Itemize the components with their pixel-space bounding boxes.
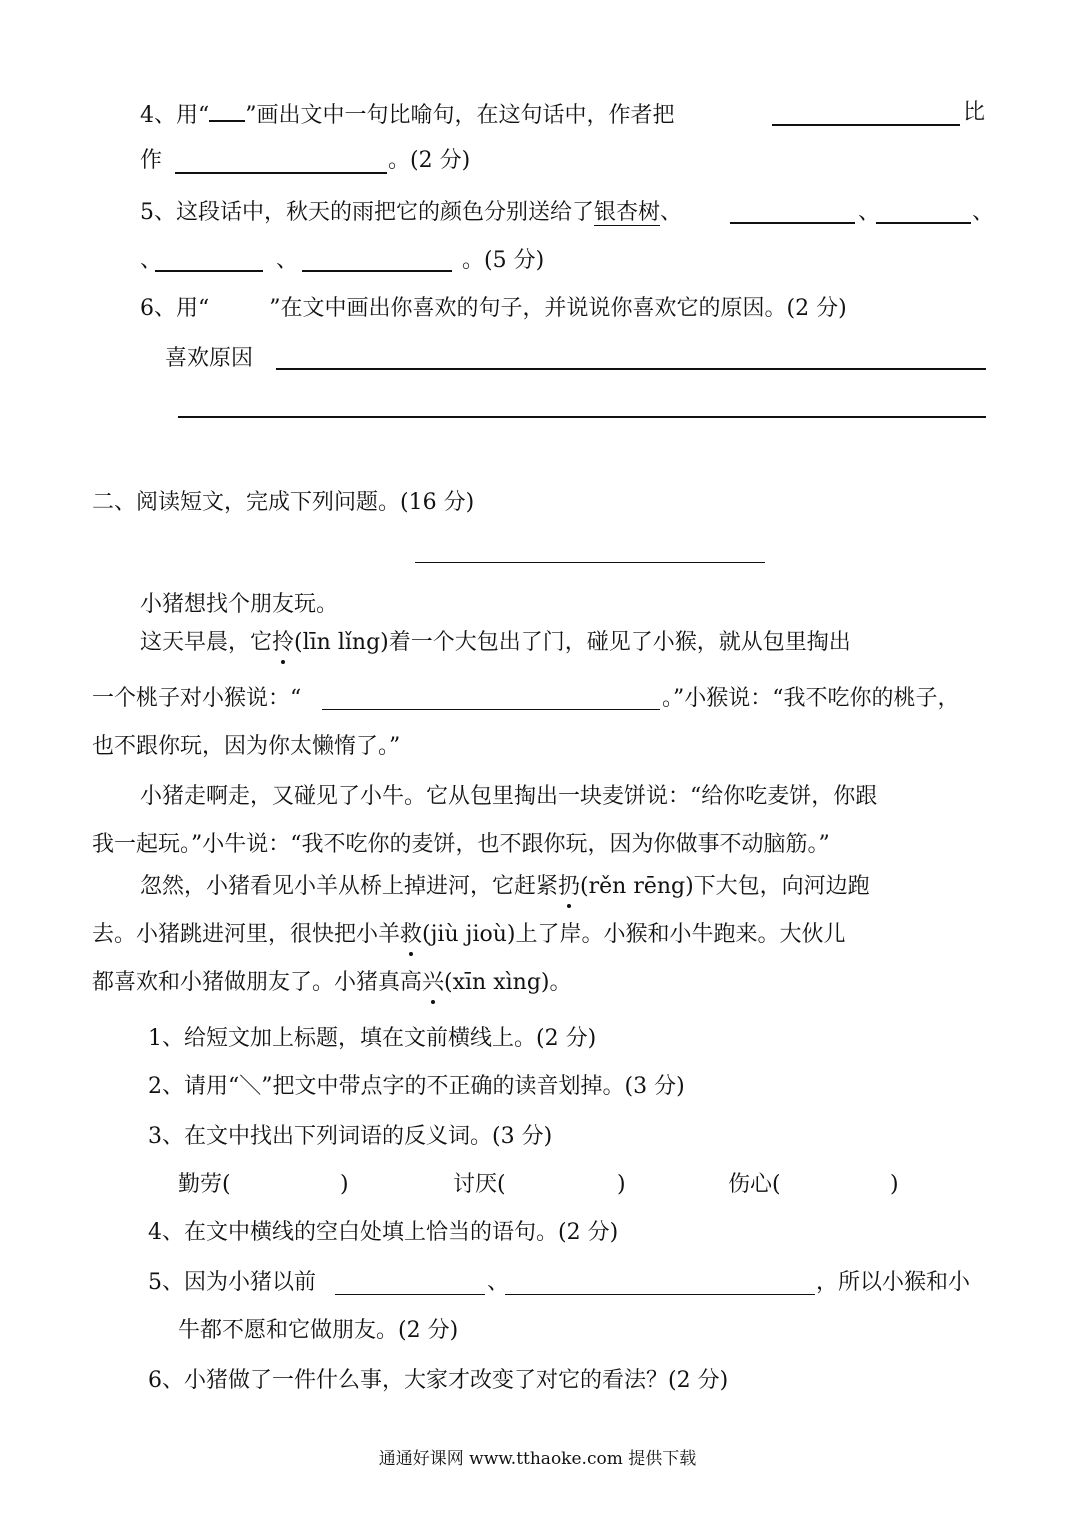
q5-sep-2: 、 — [858, 200, 881, 225]
q5-blank-3[interactable] — [155, 270, 263, 272]
q3-word-1-open: 勤劳( — [178, 1172, 231, 1197]
q3-word-1-close[interactable]: ) — [340, 1172, 349, 1197]
q5b-blank-1[interactable] — [335, 1294, 485, 1295]
q4-symbol-blank — [209, 98, 245, 122]
q6-reason-line-2[interactable] — [178, 416, 986, 418]
q6-reason-label: 喜欢原因 — [165, 346, 254, 371]
q6-mid: ”在文中画出你喜欢的句子，并说说你喜欢它的原因。(2 分) — [269, 296, 847, 321]
dotted-char-4: 兴 — [422, 968, 444, 998]
q3-word-3-close[interactable]: ) — [890, 1172, 899, 1197]
q5-text: 5、这段话中，秋天的雨把它的颜色分别送给了 — [140, 200, 594, 225]
q5-blank-2[interactable] — [876, 222, 971, 224]
question-4: 4、在文中横线的空白处填上恰当的语句。(2 分) — [148, 1220, 619, 1245]
q4-line2-prefix: 作 — [140, 148, 163, 173]
passage-p1: 小猪想找个朋友玩。 — [140, 592, 339, 617]
q4-blank-1[interactable] — [772, 124, 960, 126]
q5-sep-4: 、 — [140, 248, 163, 273]
passage-p6: 我一起玩。”小牛说：“我不吃你的麦饼，也不跟你玩，因为你做事不动脑筋。” — [92, 832, 830, 857]
passage-blank[interactable] — [322, 709, 660, 710]
question-5c: 牛都不愿和它做朋友。(2 分) — [178, 1318, 459, 1343]
q5-example: 银杏树 — [594, 200, 661, 225]
question-1: 1、给短文加上标题，填在文前横线上。(2 分) — [148, 1026, 597, 1051]
passage-p3a: 一个桃子对小猴说：“ — [92, 686, 302, 711]
q4-line2-end: 。(2 分) — [388, 148, 471, 173]
dotted-char-2: 扔 — [558, 872, 580, 902]
passage-p9: 都喜欢和小猪做朋友了。小猪真高兴(xīn xìng)。 — [92, 968, 572, 998]
q6-wavy-symbol — [209, 294, 269, 324]
q6-reason-line-1[interactable] — [276, 368, 986, 370]
q5-blank-1[interactable] — [730, 222, 855, 224]
passage-p5: 小猪走啊走，又碰见了小牛。它从包里掏出一块麦饼说：“给你吃麦饼，你跟 — [140, 784, 878, 809]
passage-p7: 忽然，小猪看见小羊从桥上掉进河，它赶紧扔(rěn rēng)下大包，向河边跑 — [140, 872, 870, 902]
q5-sep-1: 、 — [660, 200, 683, 225]
title-blank[interactable] — [415, 562, 765, 563]
q3-word-3-open: 伤心( — [728, 1172, 781, 1197]
question-6: 6、小猪做了一件什么事，大家才改变了对它的看法？(2 分) — [148, 1368, 729, 1393]
section2-title: 二、阅读短文，完成下列问题。(16 分) — [92, 490, 475, 515]
q5b-sep: 、 — [487, 1270, 510, 1295]
question-5b: ，所以小猴和小 — [816, 1270, 971, 1295]
q5-sep-3: 、 — [972, 200, 995, 225]
q4-blank-2[interactable] — [175, 172, 387, 174]
footer: 通通好课网 www.tthaoke.com 提供下载 — [378, 1449, 697, 1469]
passage-p4: 也不跟你玩，因为你太懒惰了。” — [92, 734, 401, 759]
dotted-char-3: 救 — [400, 920, 422, 950]
q5-blank-4[interactable] — [302, 270, 452, 272]
passage-p8: 去。小猪跳进河里，很快把小羊救(jiù jioù)上了岸。小猴和小牛跑来。大伙儿 — [92, 920, 846, 950]
passage-p2: 这天早晨，它拎(līn lǐng)着一个大包出了门，碰见了小猴，就从包里掏出 — [140, 628, 851, 658]
q4-end: 比 — [963, 100, 986, 125]
question-3: 3、在文中找出下列词语的反义词。(3 分) — [148, 1124, 553, 1149]
passage-p3b: 。”小猴说：“我不吃你的桃子， — [662, 686, 960, 711]
question-5a: 5、因为小猪以前 — [148, 1270, 316, 1295]
q5-sep-5: 、 — [276, 248, 299, 273]
dotted-char-1: 拎 — [272, 628, 294, 658]
q5b-blank-2[interactable] — [505, 1294, 815, 1295]
q6-line — [140, 294, 847, 324]
q3-word-2-open: 讨厌( — [453, 1172, 506, 1197]
q5-end: 。(5 分) — [462, 248, 545, 273]
q6-prefix: 6、用“ — [140, 296, 210, 321]
question-2: 2、请用“＼”把文中带点字的不正确的读音划掉。(3 分) — [148, 1074, 685, 1099]
q4-prefix: 4、用“ — [140, 103, 210, 128]
q4-mid: ”画出文中一句比喻句，在这句话中，作者把 — [245, 103, 675, 128]
q3-word-2-close[interactable]: ) — [617, 1172, 626, 1197]
q5-line1 — [140, 198, 682, 228]
q4-line1 — [140, 98, 675, 131]
